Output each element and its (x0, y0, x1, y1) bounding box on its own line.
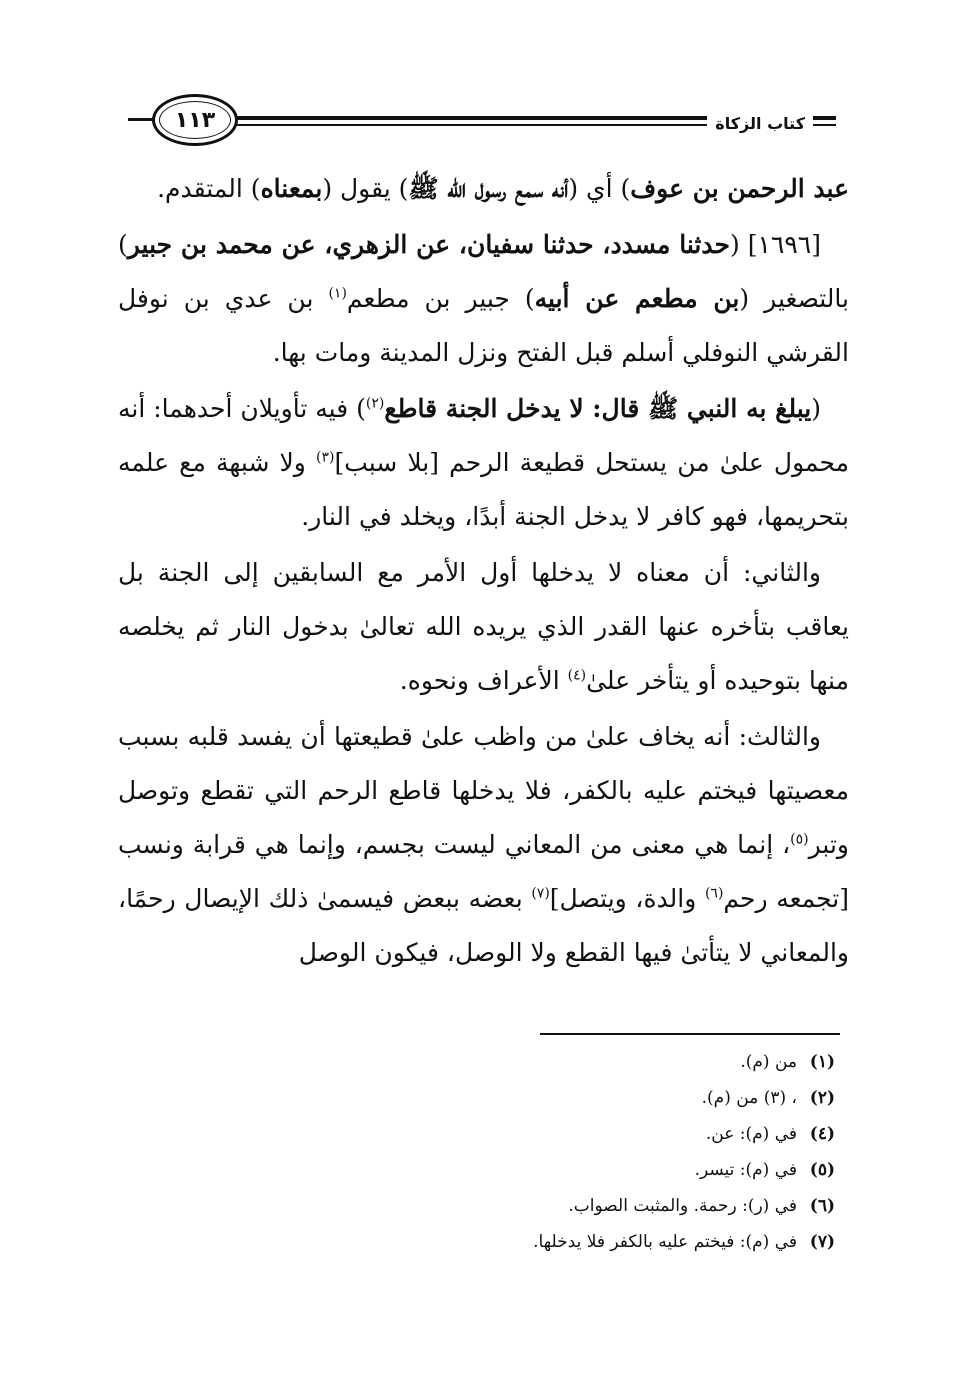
text-run: بن عدي بن نوفل القرشي النوفلي أسلم قبل الفتح ونزل المدينة ومات بها. (118, 284, 849, 367)
footnote-ref: (٣) (315, 449, 335, 466)
bold-text: عبد الرحمن بن عوف (630, 174, 849, 203)
bold-text: حدثنا مسدد، حدثنا سفيان، عن الزهري، عن محمد بن جبير (127, 230, 730, 259)
text-run: والثالث: أنه يخاف علىٰ من واظب علىٰ قطيعتها أن يفسد قلبه بسبب معصيتها فيختم عليه بالكفر، فلا يدخلها قاطع الرحم التي تقطع وتوصل وتبر (118, 722, 849, 859)
text-run: ) المتقدم. (157, 174, 261, 203)
text-run: والدة، ويتصل] (549, 884, 705, 913)
text-run: ولا شبهة مع علمه بتحريمها، فهو كافر لا يدخل الجنة أبدًا، ويخلد في النار. (118, 448, 849, 531)
footnote-item (533, 1152, 835, 1188)
footnote-number: (٤) (809, 1124, 835, 1144)
page-number: ١١٣ (152, 94, 238, 146)
page-header (0, 80, 955, 160)
footnote-ref: (٥) (790, 831, 809, 848)
paragraph-p1 (118, 162, 849, 216)
paragraph-p4 (118, 546, 849, 708)
text-run: ) فيه تأويلان أحدهما: أنه محمول علىٰ من يستحل قطيعة الرحم [بلا سبب] (118, 394, 849, 477)
text-run: ) بالتصغير ( (118, 230, 849, 313)
text-run: [١٦٩٦] ( (729, 230, 821, 259)
footnote-item (533, 1080, 835, 1116)
running-title: كتاب الزكاة (707, 114, 813, 133)
footnote-text: ، (٣) من (م). (701, 1088, 797, 1108)
footnote-text: في (م): تيسر. (694, 1160, 797, 1180)
footnote-ref: (٦) (704, 885, 724, 902)
paragraph-p2 (118, 218, 849, 380)
main-text (118, 162, 849, 982)
bold-text: بمعناه (260, 174, 323, 203)
footnote-text: في (ر): رحمة. والمثبت الصواب. (568, 1196, 797, 1216)
bold-text: يبلغ به النبي ﷺ قال: لا يدخل الجنة قاطع (384, 394, 812, 423)
footnote-number: (٥) (809, 1160, 835, 1180)
paragraph-p3 (118, 382, 849, 544)
footnote-number: (٧) (809, 1232, 835, 1252)
footnote-text: من (م). (740, 1052, 797, 1072)
paragraph-p5 (118, 710, 849, 980)
text-run: والثاني: أن معناه لا يدخلها أول الأمر مع السابقين إلى الجنة بل يعاقب بتأخره عنها القدر الذي يريده الله تعالىٰ بدخول النار ثم يخلصه منها بتوحيده أو يتأخر علىٰ (118, 558, 849, 695)
footnote-ref: (٤) (567, 667, 587, 684)
text-run: بعضه ببعض فيسمىٰ ذلك الإيصال رحمًا، والمعاني لا يتأتىٰ فيها القطع ولا الوصل، فيكون الوصل (118, 884, 849, 967)
text-run: ، إنما هي معنى من المعاني ليست بجسم، وإنما هي قرابة ونسب [تجمعه رحم (118, 830, 849, 913)
footnote-number: (٦) (809, 1196, 835, 1216)
footnote-item (533, 1188, 835, 1224)
text-run: الأعراف ونحوه. (399, 666, 568, 695)
footnote-separator (540, 1033, 840, 1035)
footnote-number: (٢) (809, 1088, 835, 1108)
footnote-number: (١) (809, 1052, 835, 1072)
text-run: ) أي ( (568, 174, 631, 203)
footnote-item (533, 1224, 835, 1260)
footnote-ref: (٢) (365, 395, 385, 412)
footnote-text: في (م): عن. (705, 1124, 797, 1144)
header-rule-left (128, 118, 154, 121)
bold-text: أنه سمع رسول الله ﷺ (408, 174, 569, 203)
footnote-item (533, 1116, 835, 1152)
text-run: ( (811, 394, 822, 423)
text-run: ) جبير بن مطعم (346, 284, 535, 313)
text-run: ) يقول ( (322, 174, 409, 203)
footnote-ref: (١) (328, 285, 347, 302)
bold-text: بن مطعم عن أبيه (534, 284, 740, 313)
footnote-text: في (م): فيختم عليه بالكفر فلا يدخلها. (533, 1232, 797, 1252)
footnote-item (533, 1044, 835, 1080)
footnote-ref: (٧) (531, 885, 550, 902)
footnotes (533, 1044, 835, 1260)
